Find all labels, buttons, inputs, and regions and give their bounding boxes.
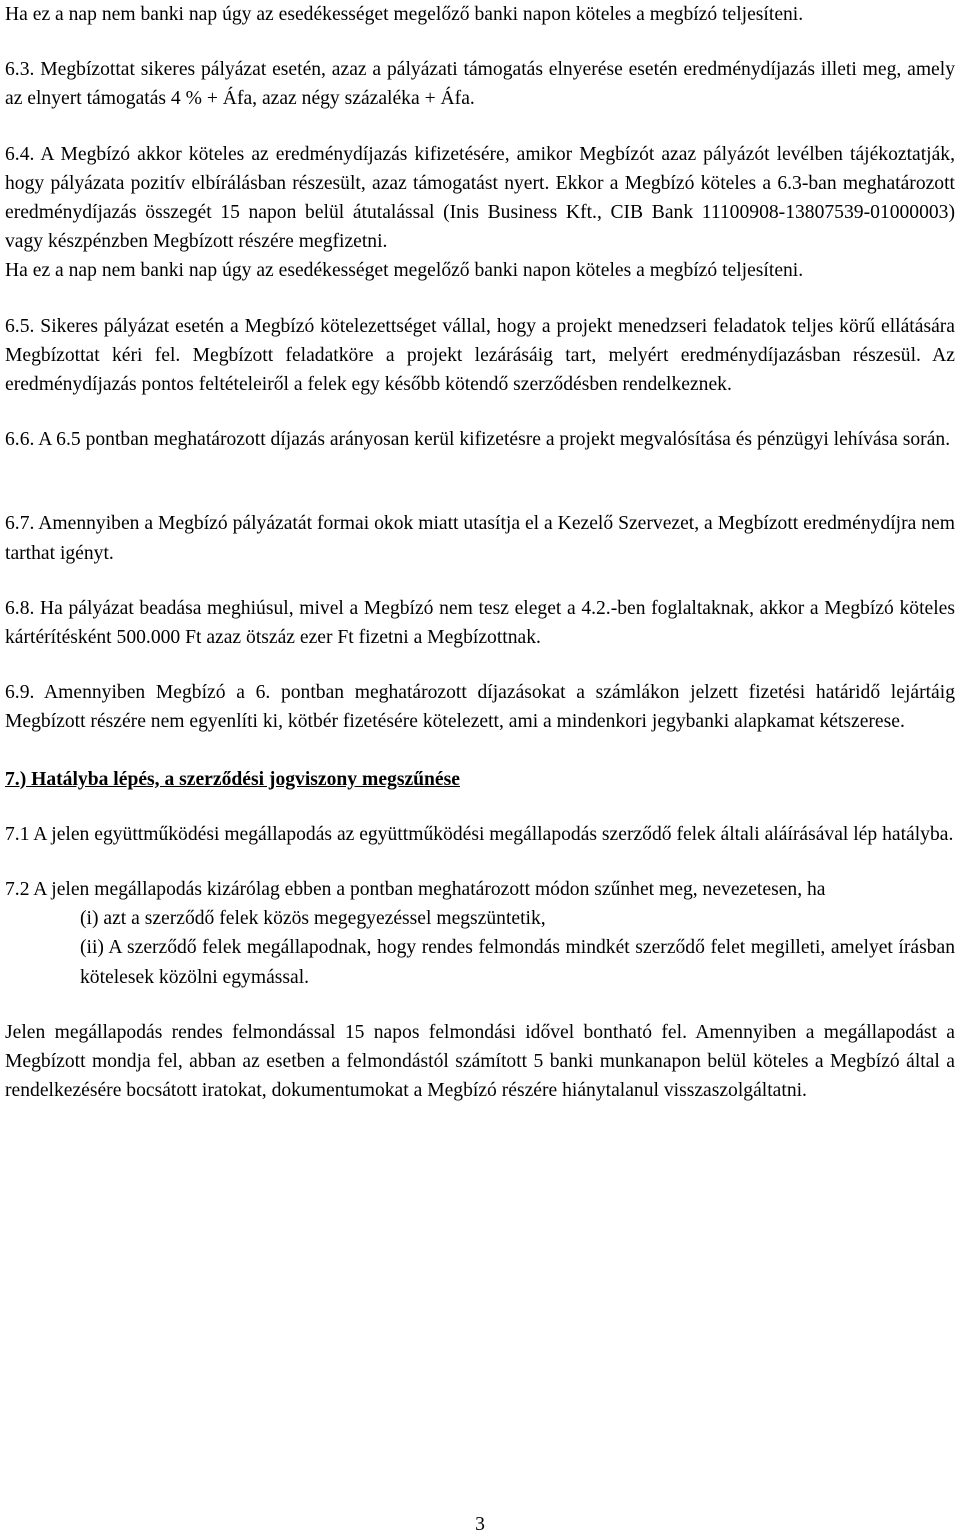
page-number: 3 [475,1514,485,1535]
paragraph-6-8: 6.8. Ha pályázat beadása meghiúsul, mivel a Megbízó nem tesz eleget a 4.2.-ben foglaltaknak, akkor a Megbízó köteles kártérítésként 500.000 Ft azaz ötszáz ezer Ft fizetni a Megbízottnak. [5,597,955,649]
paragraph-6-5: 6.5. Sikeres pályázat esetén a Megbízó kötelezettséget vállal, hogy a projekt menedzseri feladatok teljes körű ellátására Megbízottat kéri fel. Megbízott feladatköre a projekt lezárásáig tart, melyért eredménydíjazásban részesül. Az eredménydíjazás pontos feltételeiről a felek egy később kötendő szerződésben rendelkeznek. [5,315,955,396]
section-heading-7: 7.) Hatályba lépés, a szerződési jogviszony megszűnése [5,768,460,790]
paragraph-7-2: 7.2 A jelen megállapodás kizárólag ebben a pontban meghatározott módon szűnhet meg, nevezetesen, ha [5,879,826,901]
paragraph-closing: Jelen megállapodás rendes felmondással 15 napos felmondási idővel bontható fel. Amennyiben a megállapodást a Megbízott mondja fel, abban az esetben a felmondástól számított 5 banki munkanapon belül köteles a Megbízó által a rendelkezésére bocsátott iratokat, dokumentumokat a Megbízó részére hiánytalanul visszaszolgáltatni. [5,1021,955,1102]
paragraph-6-9: 6.9. Amennyiben Megbízó a 6. pontban meghatározott díjazásokat a számlákon jelzett fizetési határidő lejártáig Megbízott részére nem egyenlíti ki, kötbér fizetésére kötelezett, ami a mindenkori jegybanki alapkamat kétszerese. [5,682,955,733]
paragraph-intro: Ha ez a nap nem banki nap úgy az esedékességet megelőző banki napon köteles a megbízó teljesíteni. [5,4,804,25]
paragraph-6-7: 6.7. Amennyiben a Megbízó pályázatát formai okok miatt utasítja el a Kezelő Szervezet, a Megbízott eredménydíjra nem tarthat igényt. [5,513,955,564]
list-item: (ii) A szerződő felek megállapodnak, hogy rendes felmondás mindkét szerződő felet megilleti, amelyet írásban kötelesek közölni egymással. [80,937,955,988]
paragraph-7-1: 7.1 A jelen együttműködési megállapodás az együttműködési megállapodás szerződő felek általi aláírásával lép hatályba. [5,823,954,845]
paragraph-6-6: 6.6. A 6.5 pontban meghatározott díjazás arányosan kerül kifizetésre a projekt megvalósítása és pénzügyi lehívása során. [5,429,951,451]
paragraph-6-3: 6.3. Megbízottat sikeres pályázat esetén, azaz a pályázati támogatás elnyerése esetén eredménydíjazás illeti meg, amely az elnyert támogatás 4 % + Áfa, azaz négy százaléka + Áfa. [5,59,955,110]
termination-conditions-list [5,904,955,992]
paragraph-6-4-continuation: Ha ez a nap nem banki nap úgy az esedékességet megelőző banki napon köteles a megbízó teljesíteni. [5,260,804,282]
document-page [5,0,955,1537]
list-item: (i) azt a szerződő felek közös megegyezéssel megszüntetik, [80,908,546,930]
paragraph-6-4: 6.4. A Megbízó akkor köteles az eredménydíjazás kifizetésére, amikor Megbízót azaz pályázót levélben tájékoztatják, hogy pályázata pozitív elbírálásban részesült, azaz támogatást nyert. Ekkor a Megbízó köteles a 6.3-ban meghatározott eredménydíjazás összegét 15 napon belül átutalással (Inis Business Kft., CIB Bank 11100908-13807539-01000003) vagy készpénzben Megbízott részére megfizetni. [5,143,955,253]
